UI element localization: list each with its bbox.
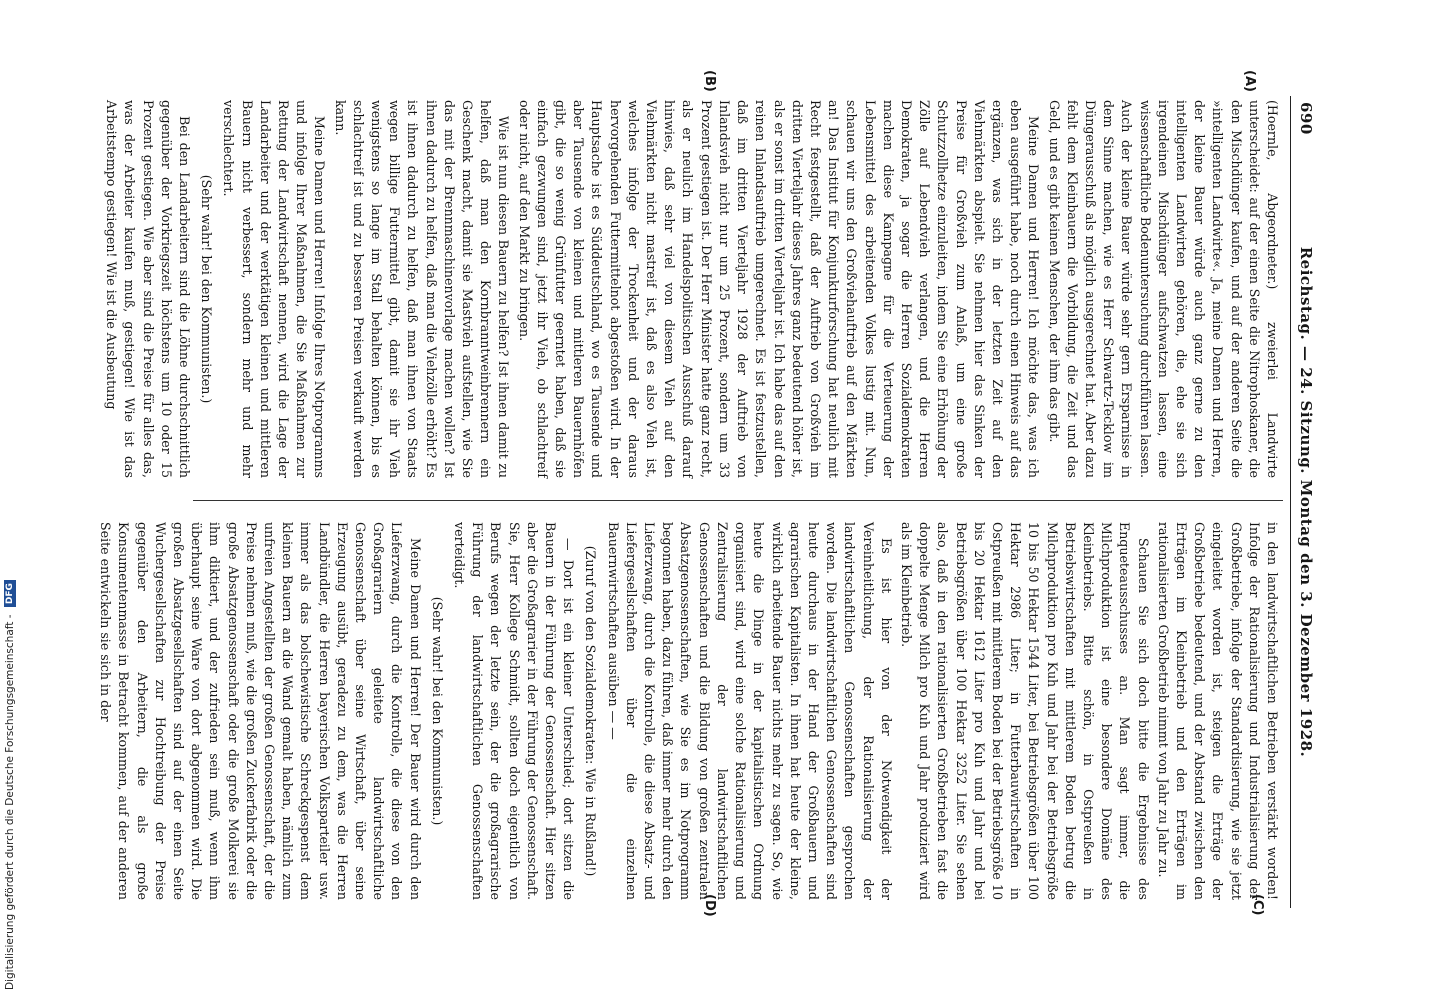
funding-note: Digitalisierung gefördert durch die Deutsche Forschungsgemeinschaft - (4, 614, 16, 990)
paragraph: Bei den Landarbeitern sind die Löhne durchschnittlich gegenüber der Vorkriegszeit höchstens um 10 oder 15 Prozent gestiegen. Wie aber sind die Preise für alles das, was der Arbeiter kaufen muß, gestiegen! Wie ist das Arbeitstempo gestiegen! Wie ist die Ausbeutung (104, 100, 193, 478)
header-rule (1290, 96, 1291, 908)
dfg-logo: DFG (4, 580, 16, 607)
document-page (98, 70, 1317, 917)
paragraph: — Dort ist ein kleiner Unterschied; dort sitzen die Bauern in der Führung der Genossenschaft. Hier sitzen aber die Großagrarier in der Führung der Genossenschaft. Sie, Herr Kollege Schmidt, sollten doch eigentlich von Berufs wegen der letzte sein, der die großagrarische Führung der landwirtschaftlichen Genossenschaften verteidigt. (452, 522, 577, 900)
margin-mark-b: (B) (702, 70, 717, 92)
interjection: (Sehr wahr! bei den Kommunisten.) (429, 596, 445, 826)
interjection: (Sehr wahr! bei den Kommunisten.) (199, 174, 215, 404)
paragraph: Wie ist nun diesen Bauern zu helfen? Ist ihnen damit zu helfen, daß man den Kornbranntweinbrennern ein Geschenk macht, damit sie Mastvieh aufstellen, wie Sie das mit der Brennmaschinenvorlage machen wollen? Ist ihnen dadurch zu helfen, daß man die Viehzölle erhöht? Es ist ihnen dadurch zu helfen, daß man ihnen von Staats wegen billige Futtermittel gibt, damit sie ihr Vieh wenigstens so lange im Stall behalten können, bis es schlachtreif ist und zu besseren Preisen verkauft werden kann. (332, 100, 512, 478)
digitization-footer (0, 0, 30, 1000)
paragraph: Meine Damen und Herren! Infolge Ihres Notprogramms und infolge Ihrer Maßnahmen, die Sie Maßnahmen zur Rettung der Landwirtschaft nennen, wird die Lage der Landarbeiter und der werktätigen kleinen und mittleren Bauern nicht verbessert, sondern mehr und mehr verschlechtert. (221, 100, 328, 478)
paragraph: Meine Damen und Herren! Der Bauer wird durch den Lieferzwang, durch die Kontrolle, die diese von den Großagrariern geleitete landwirtschaftliche Genossenschaft über seine Wirtschaft, über seine Erzeugung ausübt, geradezu zu dem, was die Herren Landbündler, die Herren bayerischen Volksparteiler usw. immer als das bolschewistische Schreckgespenst dem kleinen Bauern an die Wand gemalt haben, nämlich zum unfreien Angestellten der großen Genossenschaft, der die Preise nehmen muß, wie die großen Zuckerfabrik oder die große Absatzgenossenschaft oder die große Molkerei sie ihm diktiert, und der zufrieden sein muß, wenn ihm überhaupt seine Ware von dort abgenommen wird. Die großen Absatzgesellschaften sind auf der einen Seite Wuchergesellschaften zur Hochtreibung der Preise gegenüber den Arbeitern, die als große Konsumentenmasse in Betracht kommen, auf der anderen Seite entwickeln sie sich in der (98, 522, 423, 900)
running-head: Reichstag. — 24. Sitzung. Montag den 3. Dezember 1928. (1297, 246, 1315, 758)
paragraph: Meine Damen und Herren! Ich möchte das, was ich eben ausgeführt habe, noch durch einen Hinweis auf das ergänzen, was sich in der letzten Zeit auf den Viehmärkten abspielt. Sie nehmen hier das Sinken der Preise für Großvieh zum Anlaß, um eine große Schutzzollhetze einzuleiten, indem Sie eine Erhöhung der Zölle auf Lebendvieh verlangen, und die Herren Demokraten, ja sogar die Herren Sozialdemokraten machen diese Kampagne für die Verteuerung der Lebensmittel des arbeitenden Volkes lustig mit. Nun, schauen wir uns den Großviehauftrieb auf den Märkten an! Das Institut für Konjunkturforschung hat neulich mit Recht festgestellt, daß der Auftrieb von Großvieh im dritten Vierteljahr dieses Jahres ganz bedeutend höher ist, als er sonst im dritten Vierteljahr ist. Ich habe das auf den reinen Inlandsauftrieb umgerechnet. Es ist festzustellen, daß im dritten Vierteljahr 1928 der Auftrieb von Inlandsvieh nicht nur um 25 Prozent, sondern um 33 Prozent gestiegen ist. Der Herr Minister hatte ganz recht, als er neulich im Handelspolitischen Ausschuß darauf hinwies, daß sehr viel von diesem Vieh auf den Viehmärkten nicht mastreif ist, daß es also Vieh ist, welches infolge der Trockenheit und der daraus hervorgehenden Futtermittelnot abgestoßen wird. In der Hauptsache ist es Süddeutschland, wo es Tausende und aber Tausende von kleinen und mittleren Bauernhöfen gibt, die so wenig Grünfutter geerntet haben, daß sie einfach gezwungen sind, jetzt ihr Vieh, ob schlachtreif oder nicht, auf den Markt zu bringen. (516, 100, 1042, 478)
right-column (98, 522, 1281, 900)
left-column (104, 100, 1281, 478)
margin-mark-d: (D) (702, 894, 717, 917)
paragraph: in den landwirtschaftlichen Betrieben verstärkt worden! Infolge der Rationalisierung und Industrialisierung der Großbetriebe, infolge der Standardisierung, wie sie jetzt eingeleitet worden ist, steigen die Erträge der Großbetriebe bedeutend, und der Abstand zwischen den Erträgen im Kleinbetrieb und den Erträgen im rationalisierten Großbetrieb nimmt von Jahr zu Jahr zu. (1155, 522, 1280, 900)
margin-mark-a: (A) (1242, 70, 1257, 92)
paragraph: Es ist hier von der Notwendigkeit der Vereinheitlichung, der Rationalisierung der landwirtschaftlichen Genossenschaften gesprochen worden. Die landwirtschaftlichen Genossenschaften sind heute durchaus in der Hand der Großbauern und agrarischen Kapitalisten. In ihnen hat heute der kleine, wirklich arbeitende Bauer nichts mehr zu sagen. So, wie heute die Dinge in der kapitalistischen Ordnung organisiert sind, wird eine solche Rationalisierung und Zentralisierung der landwirtschaftlichen Genossenschaften und die Bildung von großen zentralen Absatzgenossenschaften, wie Sie es im Notprogramm begonnen haben, dazu führen, daß immer mehr durch den Lieferzwang, durch die Kontrolle, die diese Absatz- und Liefergesellschaften über die einzelnen Bauernwirtschaften ausüben — — (605, 522, 894, 900)
column-divider (193, 500, 1283, 501)
interjection: (Zuruf von den Sozialdemokraten: Wie in Rußland!) (583, 545, 599, 877)
page-number: 690 (1297, 102, 1315, 135)
paragraph: (Hoernle, Abgeordneter.) zweierlei Landwirte unterscheidet: auf der einen Seite die Nitrophoskaner, die den Mischdünger kaufen, und auf der anderen Seite die »intelligenten Landwirte«. Ja, meine Damen und Herren, der kleine Bauer würde auch ganz gerne zu den intelligenten Landwirten gehören, die, ehe sie sich irgendeinen Mischdünger aufschwatzen lassen, eine wissenschaftliche Bodenuntersuchung durchführen lassen. Auch der kleine Bauer würde sehr gern Ersparnisse in dem Sinne machen, wie es Herr Schwartz-Tecklow im Düngerausschuß als möglich ausgerechnet hat. Aber dazu fehlt dem Kleinbauern die Vorbildung, die Zeit und das Geld, und es gibt keinen Menschen, der ihm das gibt. (1046, 100, 1280, 478)
paragraph: Schauen Sie sich doch bitte die Ergebnisse des Enqueteausschusses an. Man sagt immer, die Milchproduktion ist eine besondere Domäne des Kleinbetriebs. Bitte schön, in Ostpreußen in Betriebswirtschaften mit mittlerem Boden betrug die Milchproduktion pro Kuh und Jahr bei der Betriebsgröße 10 bis 50 Hektar 1544 Liter, bei Betriebsgrößen über 100 Hektar 2986 Liter; in Futterbauwirtschaften in Ostpreußen mit mittlerem Boden bei der Betriebsgröße 10 bis 20 Hektar 1612 Liter pro Kuh und Jahr und bei Betriebsgrößen über 100 Hektar 3252 Liter. Sie sehen also, daß in den rationalisierten Großbetrieben fast die doppelte Menge Milch pro Kuh und Jahr produziert wird als im Kleinbetrieb. (898, 522, 1151, 900)
page-header (1293, 96, 1317, 908)
margin-mark-c: (C) (1250, 894, 1265, 916)
